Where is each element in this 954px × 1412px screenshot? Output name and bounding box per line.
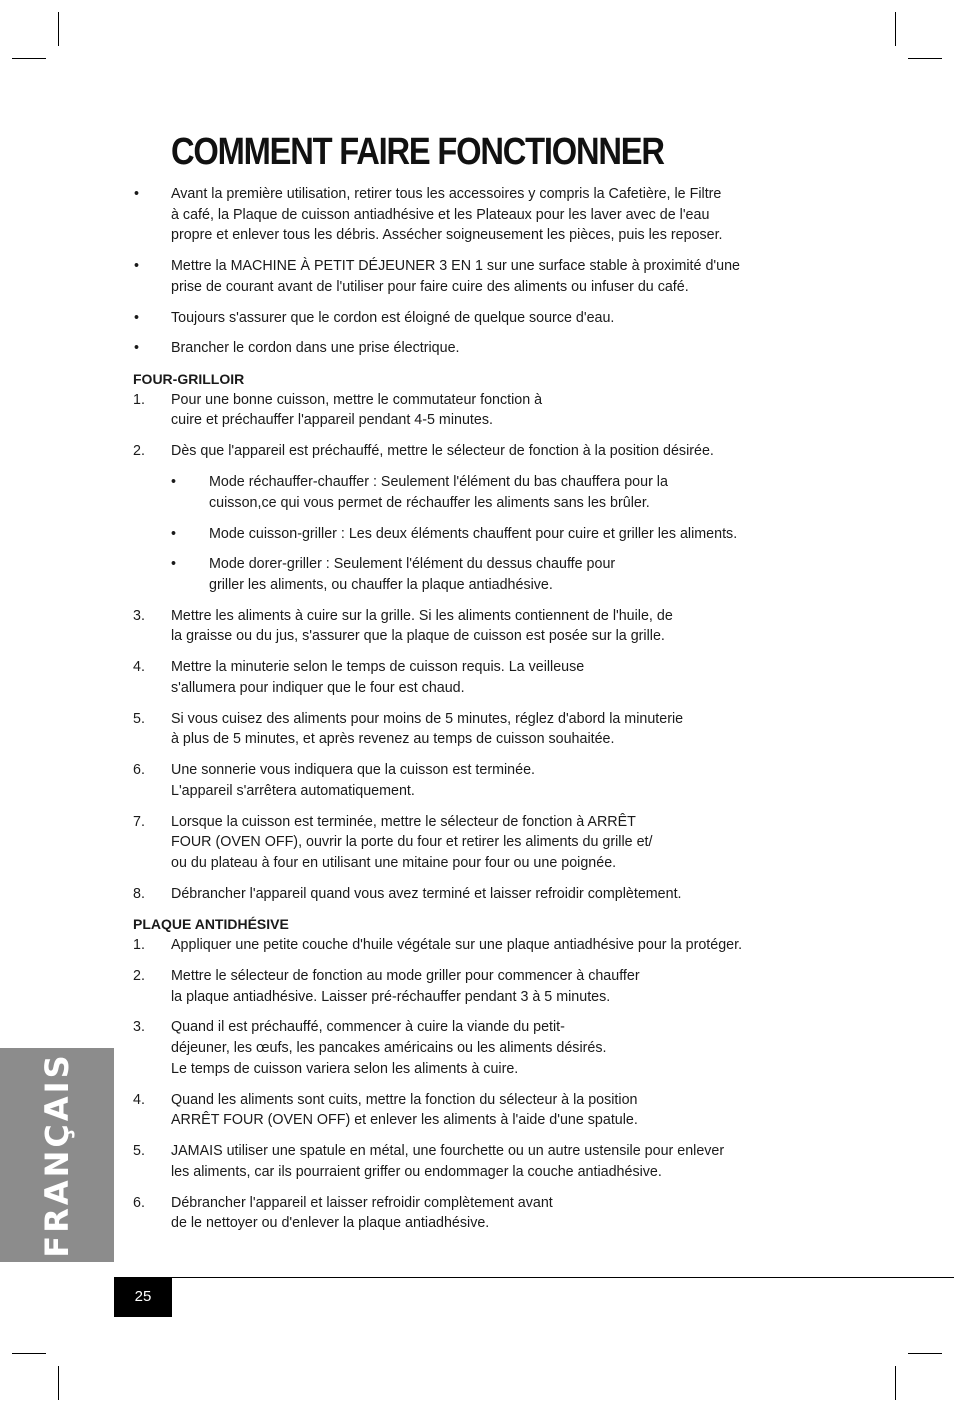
- crop-mark: [908, 58, 942, 59]
- page-title: COMMENT FAIRE FONCTIONNER: [171, 131, 664, 173]
- intro-bullet: [133, 184, 833, 246]
- text-line: Brancher le cordon dans une prise électrique.: [171, 340, 460, 357]
- step-number: 1.: [133, 391, 145, 408]
- bullet-marker: •: [171, 474, 177, 491]
- text-line: cuisson,ce qui vous permet de réchauffer les aliments sans les brûler.: [209, 494, 650, 511]
- intro-bullet: [133, 308, 833, 329]
- crop-mark: [895, 1366, 896, 1400]
- step-item: [133, 657, 833, 698]
- text-line: ARRÊT FOUR (OVEN OFF) et enlever les aliments à l'aide d'une spatule.: [171, 1112, 638, 1129]
- bullet-marker: •: [134, 186, 140, 202]
- text-line: Mode cuisson-griller : Les deux éléments chauffent pour cuire et griller les aliments.: [209, 525, 738, 542]
- text-line: à plus de 5 minutes, et après revenez au temps de cuisson souhaitée.: [171, 731, 615, 748]
- crop-mark: [12, 58, 46, 59]
- text-line: Appliquer une petite couche d'huile végétale sur une plaque antiadhésive pour la protéger.: [171, 937, 743, 954]
- text-line: Mettre le sélecteur de fonction au mode griller pour commencer à chauffer: [171, 967, 640, 984]
- text-line: Mode dorer-griller : Seulement l'élément du dessus chauffe pour: [209, 556, 616, 573]
- step-item: [133, 812, 833, 874]
- bullet-marker: •: [134, 258, 140, 275]
- crop-mark: [58, 12, 59, 46]
- step-number: 6.: [133, 762, 145, 779]
- crop-mark: [908, 1353, 942, 1354]
- step-number: 2.: [133, 443, 145, 460]
- bullet-marker: •: [134, 340, 140, 357]
- crop-mark: [12, 1353, 46, 1354]
- step-item: [133, 441, 833, 462]
- text-line: Mettre les aliments à cuire sur la grille. Si les aliments contiennent de l'huile, de: [171, 607, 673, 624]
- step-item: [133, 1017, 833, 1079]
- text-line: la plaque antiadhésive. Laisser pré-réchauffer pendant 3 à 5 minutes.: [171, 988, 611, 1005]
- step-number: 4.: [133, 659, 145, 676]
- text-line: Mode réchauffer-chauffer : Seulement l'élément du bas chauffera pour la: [209, 474, 668, 491]
- text-line: Lorsque la cuisson est terminée, mettre le sélecteur de fonction à ARRÊT: [171, 813, 636, 830]
- step-item: [133, 1193, 833, 1234]
- language-tab: [0, 1048, 114, 1262]
- step-item: [133, 709, 833, 750]
- text-line: Débrancher l'appareil et laisser refroidir complètement avant: [171, 1194, 553, 1211]
- crop-mark: [58, 1366, 59, 1400]
- text-line: FOUR (OVEN OFF), ouvrir la porte du four et retirer les aliments du grille et/: [171, 834, 653, 851]
- text-line: L'appareil s'arrêtera automatiquement.: [171, 782, 415, 799]
- step-number: 8.: [133, 885, 145, 902]
- step-item: [133, 760, 833, 801]
- text-line: Toujours s'assurer que le cordon est éloigné de quelque source d'eau.: [171, 309, 615, 326]
- mode-item: [171, 524, 833, 545]
- step-number: 2.: [133, 967, 145, 984]
- text-line: déjeuner, les œufs, les pancakes américains ou les aliments désirés.: [171, 1040, 607, 1057]
- text-line: Dès que l'appareil est préchauffé, mettre le sélecteur de fonction à la position désirée.: [171, 443, 714, 460]
- text-line: à café, la Plaque de cuisson antiadhésive et les Plateaux pour les laver avec de l'eau: [171, 206, 710, 223]
- text-line: griller les aliments, ou chauffer la plaque antiadhésive.: [209, 576, 553, 593]
- section-heading-plaque: PLAQUE ANTIDHÉSIVE: [133, 916, 289, 933]
- text-line: Mettre la minuterie selon le temps de cuisson requis. La veilleuse: [171, 659, 585, 676]
- intro-bullet: [133, 338, 833, 359]
- text-line: ou du plateau à four en utilisant une mitaine pour four ou une poignée.: [171, 855, 617, 871]
- text-line: Avant la première utilisation, retirer tous les accessoires y compris la Cafetière, le Filtre: [171, 186, 722, 202]
- text-line: Le temps de cuisson variera selon les aliments à cuire.: [171, 1060, 519, 1077]
- step-item: [133, 1141, 833, 1182]
- text-line: cuire et préchauffer l'appareil pendant 4-5 minutes.: [171, 412, 493, 429]
- step-number: 5.: [133, 1143, 145, 1160]
- instructions-content: [133, 184, 833, 1234]
- text-line: Pour une bonne cuisson, mettre le commutateur fonction à: [171, 391, 543, 408]
- step-item: [133, 966, 833, 1007]
- page-number: 25: [114, 1277, 172, 1317]
- text-line: Mettre la MACHINE À PETIT DÉJEUNER 3 EN 1 sur une surface stable à proximité d'une: [171, 258, 740, 275]
- step-item: [133, 390, 833, 431]
- footer-rule: [114, 1277, 954, 1278]
- step-number: 6.: [133, 1194, 145, 1211]
- section-heading-four-grilloir: FOUR-GRILLOIR: [133, 371, 245, 388]
- step-item: [133, 935, 833, 956]
- language-label: FRANÇAIS: [38, 1052, 76, 1258]
- crop-mark: [895, 12, 896, 46]
- step-item: [133, 884, 833, 905]
- step-item: [133, 606, 833, 647]
- bullet-marker: •: [171, 525, 177, 542]
- bullet-marker: •: [171, 556, 177, 573]
- mode-list: [171, 472, 833, 596]
- text-line: de le nettoyer ou d'enlever la plaque antiadhésive.: [171, 1215, 490, 1232]
- step-number: 7.: [133, 813, 145, 830]
- text-line: propre et enlever tous les débris. Assécher soigneusement les pièces, puis les reposer.: [171, 227, 723, 244]
- step-number: 4.: [133, 1091, 145, 1108]
- text-line: JAMAIS utiliser une spatule en métal, une fourchette ou un autre ustensile pour enlever: [171, 1143, 725, 1160]
- bullet-marker: •: [134, 309, 140, 326]
- text-line: les aliments, car ils pourraient griffer ou endommager la couche antiadhésive.: [171, 1163, 662, 1180]
- intro-bullet: [133, 256, 833, 297]
- text-line: Si vous cuisez des aliments pour moins de 5 minutes, réglez d'abord la minuterie: [171, 710, 684, 727]
- mode-item: [171, 554, 833, 595]
- text-line: Quand il est préchauffé, commencer à cuire la viande du petit-: [171, 1019, 565, 1036]
- text-line: Une sonnerie vous indiquera que la cuisson est terminée.: [171, 762, 535, 779]
- step-number: 3.: [133, 1019, 145, 1036]
- mode-item: [171, 472, 833, 513]
- step-number: 5.: [133, 710, 145, 727]
- text-line: la graisse ou du jus, s'assurer que la plaque de cuisson est posée sur la grille.: [171, 628, 665, 645]
- text-line: Quand les aliments sont cuits, mettre la fonction du sélecteur à la position: [171, 1091, 638, 1108]
- text-line: prise de courant avant de l'utiliser pour faire cuire des aliments ou infuser du café.: [171, 278, 689, 295]
- text-line: s'allumera pour indiquer que le four est chaud.: [171, 679, 465, 696]
- step-number: 3.: [133, 607, 145, 624]
- step-item: [133, 1090, 833, 1131]
- text-line: Débrancher l'appareil quand vous avez terminé et laisser refroidir complètement.: [171, 885, 682, 902]
- step-number: 1.: [133, 937, 145, 954]
